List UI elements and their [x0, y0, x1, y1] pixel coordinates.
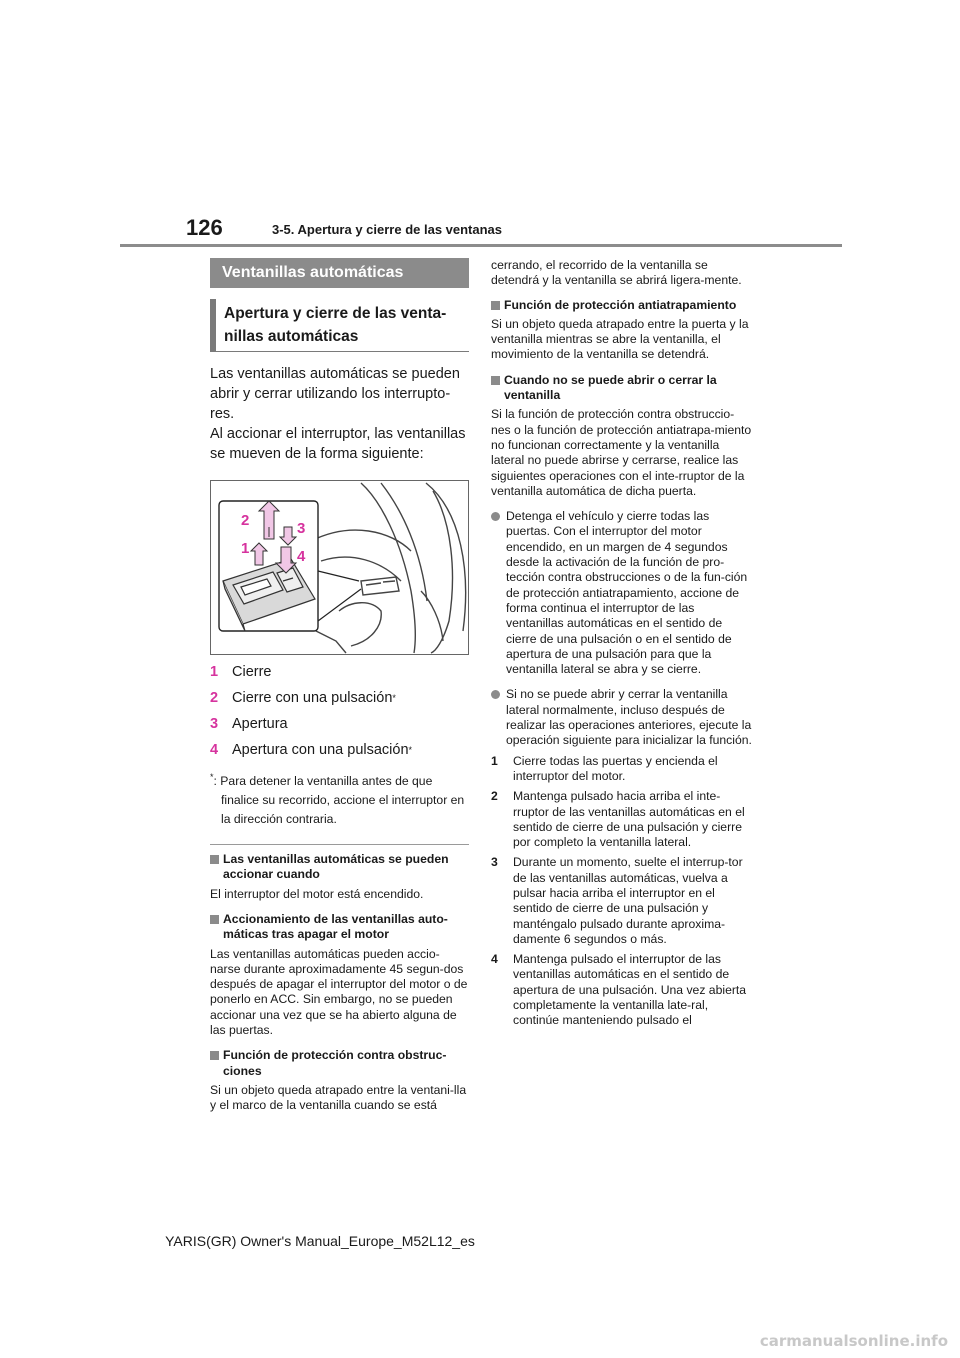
step-item	[491, 952, 753, 1028]
chapter-heading: Ventanillas automáticas	[210, 258, 469, 288]
circle-bullet-icon	[491, 512, 500, 521]
figure-label-2: 2	[241, 512, 250, 529]
bullet-text: Si no se puede abrir y cerrar la ventanilla lateral normalmente, incluso después de realizar las operaciones anteriores, ejecute la operación siguiente para inicializar la función.	[506, 687, 752, 748]
step-text: Cierre todas las puertas y encienda el interruptor del motor.	[513, 753, 718, 783]
figure-label-4: 4	[297, 548, 306, 565]
legend-item	[210, 690, 469, 707]
block-heading	[491, 373, 753, 404]
block-heading	[491, 298, 753, 313]
legend-number: 4	[210, 742, 219, 758]
circle-bullet-icon	[491, 690, 500, 699]
intro-paragraph: Las ventanillas automáticas se pueden abrir y cerrar utilizando los interrupto-res. Al accionar el interruptor, las ventanillas se mueven de la forma siguiente:	[210, 366, 466, 462]
footnote-mark: *	[210, 772, 214, 782]
section-title: 3-5. Apertura y cierre de las ventanas	[272, 222, 503, 237]
window-switch-illustration	[210, 480, 469, 655]
figure-label-1: 1	[241, 540, 250, 557]
step-number: 2	[491, 789, 498, 804]
block-heading-text: Función de protección antiatrapamiento	[504, 297, 737, 312]
step-number: 3	[491, 855, 498, 870]
footnote-line: : Para detener la ventanilla antes de que	[213, 774, 433, 789]
square-bullet-icon	[210, 915, 219, 924]
right-column	[491, 258, 753, 1029]
legend	[210, 664, 469, 759]
square-bullet-icon	[210, 1051, 219, 1060]
bullet-item	[491, 687, 753, 748]
step-item	[491, 754, 753, 785]
block-heading-text: Cuando no se puede abrir o cerrar la ventanilla	[504, 372, 717, 403]
block-heading	[210, 912, 469, 943]
figure-label-3: 3	[297, 520, 306, 537]
legend-text: Cierre con una pulsación	[232, 690, 393, 706]
left-column	[210, 258, 469, 1114]
page-number: 126	[186, 215, 223, 240]
subsection-heading: Apertura y cierre de las venta-nillas automáticas	[210, 299, 469, 352]
block-text: Si un objeto queda atrapado entre la ventani-lla y el marco de la ventanilla cuando se está	[210, 1082, 467, 1113]
square-bullet-icon	[210, 855, 219, 864]
legend-item	[210, 664, 469, 681]
square-bullet-icon	[491, 376, 500, 385]
watermark: carmanualsonline.info	[759, 1332, 948, 1350]
step-number: 4	[491, 952, 498, 967]
legend-text: Cierre	[232, 664, 272, 680]
footer-text: YARIS(GR) Owner's Manual_Europe_M52L12_es	[165, 1233, 475, 1249]
block-heading	[210, 852, 469, 883]
legend-item	[210, 742, 469, 759]
block-text: Si la función de protección contra obstruccio-nes o la función de protección antiatrapa-miento no funcionan correctamente y la ventanilla lateral no puede abrirse y cerrarse, realice las siguientes operaciones con el inte-rruptor de la ventanilla automática de dicha puerta.	[491, 407, 752, 498]
step-text: Durante un momento, suelte el interrup-tor de las ventanillas automáticas, vuelva a pulsar hacia arriba el interruptor en el sentido de cierre de una pulsación y manténgalo pulsado durante aproxima-damente 6 segundos o más.	[513, 855, 743, 946]
block-heading-text: Función de protección contra obstruc-ciones	[223, 1048, 447, 1078]
header-rule	[120, 244, 842, 247]
block-heading-text: Las ventanillas automáticas se pueden accionar cuando	[223, 852, 449, 882]
block-text: Las ventanillas automáticas pueden accio-narse durante aproximadamente 45 segun-dos después de apagar el interruptor del motor o de ponerlo en ACC. Sin embargo, no se pueden accionar una vez que se ha abierto alguna de las puertas.	[210, 946, 468, 1038]
continued-text: cerrando, el recorrido de la ventanilla se detendrá y la ventanilla se abrirá ligera-mente.	[491, 258, 742, 288]
switch-diagram	[211, 481, 468, 654]
legend-number: 1	[210, 664, 219, 680]
legend-text: Apertura con una pulsación	[232, 742, 409, 758]
square-bullet-icon	[491, 301, 500, 310]
block-text: Si un objeto queda atrapado entre la puerta y la ventanilla mientras se abre la ventanilla, el movimiento de la ventanilla se detendrá.	[491, 316, 749, 362]
block-heading	[210, 1048, 469, 1079]
legend-star: *	[408, 745, 413, 755]
step-item	[491, 789, 753, 850]
step-text: Mantenga pulsado hacia arriba el inte-rruptor de las ventanillas automáticas en el sentido de cierre de una pulsación y cierre por completo la ventanilla lateral.	[513, 789, 745, 850]
legend-number: 2	[210, 690, 219, 706]
block-heading-text: Accionamiento de las ventanillas auto-máticas tras apagar el motor	[223, 911, 448, 942]
bullet-text: Detenga el vehículo y cierre todas las puertas. Con el interruptor del motor encendido, en un margen de 4 segundos desde la activación de la función de pro-tección contra obstrucciones o de la fun-ción de protección antiatrapamiento, accione de forma continua el interruptor de las ventanillas automáticas en el sentido de cierre de una pulsación o en el sentido de apertura de una pulsación para que la ventanilla lateral se abra y se cierre.	[506, 509, 748, 677]
block-text: El interruptor del motor está encendido.	[210, 886, 424, 901]
legend-text: Apertura	[232, 716, 288, 732]
legend-number: 3	[210, 716, 219, 732]
footnote-continuation: finalice su recorrido, accione el interruptor en la dirección contraria.	[221, 793, 465, 827]
legend-item	[210, 716, 469, 733]
step-text: Mantenga pulsado el interruptor de las ventanillas automáticas en el sentido de apertura de una pulsación. Una vez abierta completamente la ventanilla late-ral, continúe manteniendo pulsado el	[513, 952, 747, 1028]
legend-star: *	[392, 693, 396, 703]
divider	[210, 844, 469, 845]
step-item	[491, 855, 753, 947]
footnote	[210, 768, 469, 829]
bullet-item	[491, 509, 753, 677]
step-number: 1	[491, 753, 498, 768]
